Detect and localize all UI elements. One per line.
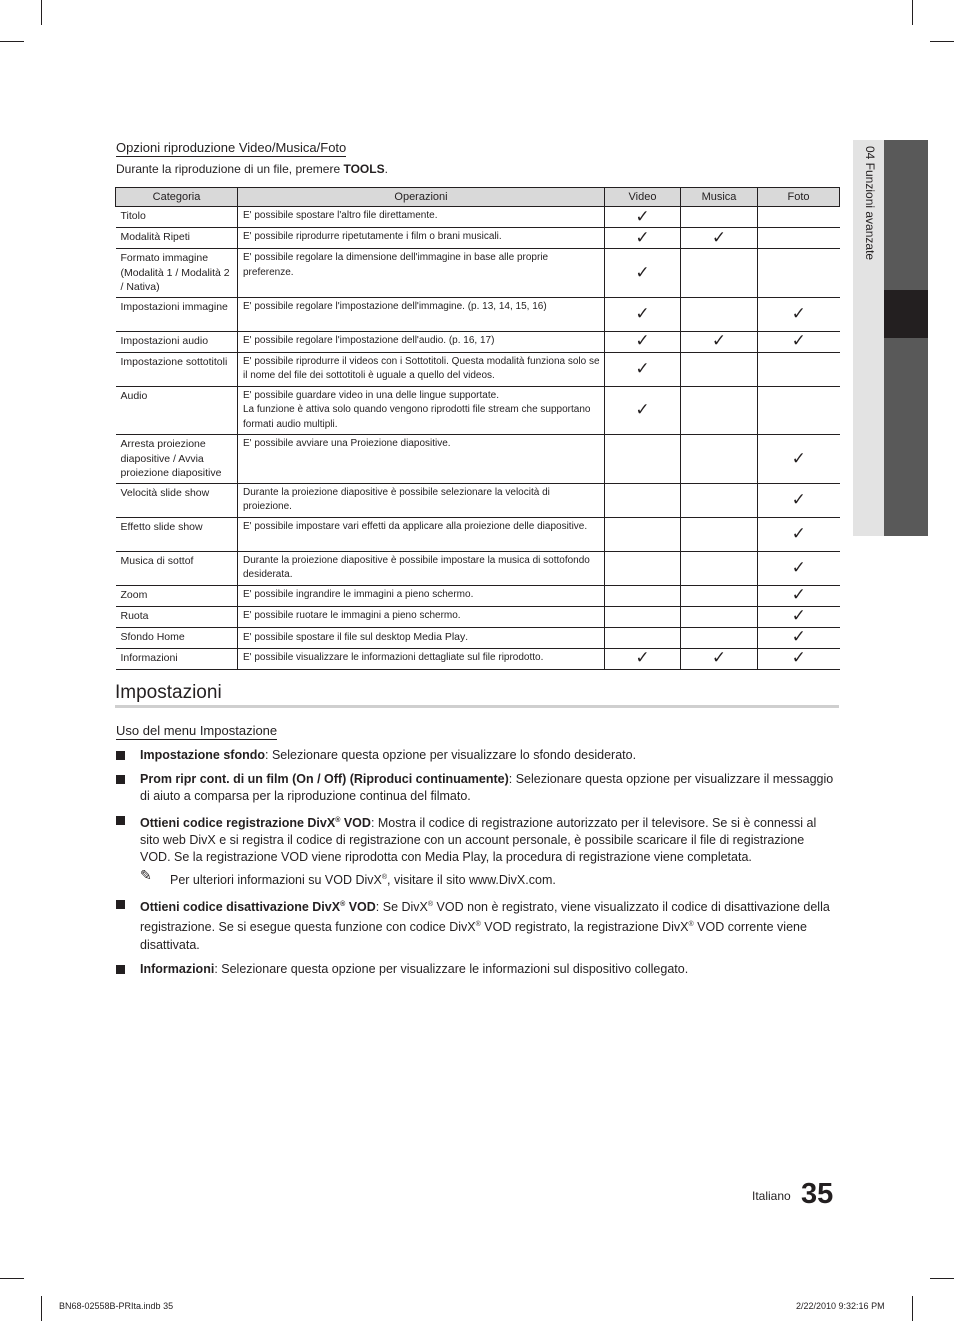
check-cell-video [605,627,681,648]
check-cell-photo [758,207,840,228]
check-cell-music [681,207,758,228]
checkmark-icon: ✓ [791,448,806,469]
crop-mark [930,41,954,42]
settings-title: Impostazioni [115,682,222,703]
registered-mark: ® [335,817,341,824]
settings-list [116,747,838,985]
settings-subtitle: Uso del menu Impostazione [116,723,278,738]
crop-mark [0,41,24,42]
check-cell-photo [758,228,840,249]
check-cell-photo [758,627,840,648]
row-operation [238,606,605,627]
check-cell-music [681,228,758,249]
bullet-square-icon [116,816,125,825]
check-cell-photo [758,585,840,606]
row-operation [238,551,605,585]
check-cell-photo [758,648,840,669]
intro-text-end: . [384,162,388,176]
checkmark-icon: ✓ [635,358,650,379]
table-row [116,386,840,435]
row-category: Arresta proiezione diapositive / Avvia proiezione diapositive [116,435,238,484]
item-text: : Selezionare questa opzione per visualizzare lo sfondo desiderato. [265,748,637,762]
pencil-note-icon: ✎ [140,868,152,885]
checkmark-icon: ✓ [791,648,806,669]
item-label-part: Ottieni codice disattivazione DivX [140,900,341,915]
checkmark-icon: ✓ [635,400,650,420]
row-category: Formato immagine (Modalità 1 / Modalità 2 / Nativa) [116,249,238,298]
row-operation [238,352,605,386]
section-title: Opzioni riproduzione Video/Musica/Foto [116,140,347,155]
checkmark-icon: ✓ [791,331,806,352]
row-category: Impostazioni audio [116,331,238,352]
row-operation-text: Durante la proiezione diapositive è possibile impostare la musica di sottofondo desiderata. [243,554,590,580]
footer-datetime: 2/22/2010 9:32:16 PM [796,1301,885,1311]
check-cell-video [605,331,681,352]
check-cell-video [605,207,681,228]
check-cell-photo [758,331,840,352]
row-category: Ruota [116,606,238,627]
list-item [116,812,838,889]
item-text: VOD registrato, la registrazione DivX [480,920,689,935]
row-category: Sfondo Home [116,627,238,648]
options-table [115,187,840,670]
header-categoria: Categoria [116,188,238,207]
table-row [116,249,840,298]
check-cell-photo [758,606,840,627]
row-operation-text: E' possibile spostare l'altro file direttamente. [243,210,438,221]
check-cell-video [605,606,681,627]
item-text: VOD corrente viene disattivata. [140,920,807,952]
bullet-square-icon [116,751,125,760]
table-row [116,207,840,228]
checkmark-icon: ✓ [791,627,806,648]
checkmark-icon: ✓ [791,585,806,606]
checkmark-icon: ✓ [635,648,650,669]
row-operation-text: E' possibile riprodurre ripetutamente i film o brani musicali. [243,231,502,242]
row-operation [238,517,605,551]
side-tab-label: 04 Funzioni avanzate [863,146,877,261]
check-cell-music [681,517,758,551]
registered-mark: ® [340,901,346,909]
table-row [116,435,840,484]
check-cell-music [681,435,758,484]
row-operation [238,585,605,606]
item-label-part: Ottieni codice registrazione DivX [140,816,336,831]
check-cell-music [681,386,758,435]
list-item [116,771,838,805]
checkmark-icon: ✓ [635,262,650,283]
row-operation-text: E' possibile visualizzare le informazioni dettagliate sul file riprodotto. [243,651,544,663]
row-category: Titolo [116,207,238,228]
checkmark-icon: ✓ [711,227,727,248]
table-row [116,228,840,249]
list-item [116,961,838,978]
item-label [140,900,376,914]
registered-mark: ® [475,921,481,929]
row-operation-strong: Media Play [413,630,466,643]
check-cell-photo [758,297,840,331]
footer-file-info: BN68-02558B-PRIta.indb 35 [59,1301,174,1311]
check-cell-video [605,297,681,331]
check-cell-video [605,585,681,606]
checkmark-icon: ✓ [791,557,806,578]
row-category: Informazioni [116,648,238,669]
table-row [116,297,840,331]
table-row [116,606,840,627]
registered-mark: ® [688,921,694,929]
crop-mark [0,1278,24,1279]
row-operation-text: E' possibile spostare il file sul desktop [243,631,414,643]
row-category: Impostazione sottotitoli [116,352,238,386]
note-text: Per ulteriori informazioni su VOD DivX [170,873,382,888]
row-operation-text: . [465,631,469,643]
check-cell-video [605,435,681,484]
check-cell-music [681,352,758,386]
row-operation-text: Durante la proiezione diapositive è possibile selezionare la velocità di proiezione. [243,486,550,512]
row-operation-text: E' possibile ingrandire le immagini a pieno schermo. [243,588,474,600]
check-cell-photo [758,435,840,484]
row-operation-text: E' possibile avviare una Proiezione diapositive. [243,438,451,449]
check-cell-video [605,648,681,669]
check-cell-music [681,627,758,648]
checkmark-icon: ✓ [791,303,806,324]
bullet-square-icon [116,900,125,909]
registered-mark: ® [381,874,388,882]
footer-language: Italiano [752,1189,791,1203]
page-number: 35 [801,1178,834,1210]
table-row [116,585,840,606]
row-operation [238,228,605,249]
item-text: : Selezionare questa opzione per visualizzare le informazioni sul dispositivo collegato. [214,961,689,976]
check-cell-music [681,483,758,517]
checkmark-icon: ✓ [635,227,650,248]
side-tab-block [884,338,928,536]
crop-mark [912,1296,913,1321]
item-label: Prom ripr cont. di un film (On / Off) (Riproduci continuamente) [140,772,509,786]
check-cell-music [681,606,758,627]
checkmark-icon: ✓ [791,606,806,627]
check-cell-photo [758,551,840,585]
check-cell-video [605,352,681,386]
table-row [116,483,840,517]
row-operation-text: E' possibile regolare l'impostazione dell'audio. (p. 16, 17) [243,334,495,346]
row-category: Audio [116,386,238,435]
item-text: : Mostra il codice di registrazione autorizzato per il televisore. Se si è connessi al sito web DivX e si registra il codice di registrazione con un account personale, è possibile scaricare il file di registrazione VOD. Se la registrazione VOD viene riprodotta con Media Play, la procedura di registrazione viene completata. [140,816,817,865]
row-operation [238,331,605,352]
check-cell-photo [758,352,840,386]
check-cell-video [605,228,681,249]
tools-key: TOOLS [343,162,385,176]
checkmark-icon: ✓ [635,331,650,352]
row-operation-text: E' possibile guardare video in una delle lingue supportate. La funzione è attiva solo quando vengono riprodotti file stream che supportano formati audio multipli. [243,389,591,430]
table-row [116,352,840,386]
row-operation [238,249,605,298]
bullet-square-icon [116,775,125,784]
bullet-square-icon [116,965,125,974]
note [140,869,838,889]
intro-text-body: Durante la riproduzione di un file, premere [116,162,344,176]
intro-text [116,161,388,177]
side-tab-active-block [884,290,928,338]
header-video: Video [605,188,681,207]
row-operation-text: E' possibile riprodurre il videos con i Sottotitoli. Questa modalità funziona solo se il nome del file dei sottotitoli è uguale a quello del videos. [243,355,600,381]
crop-mark [41,0,42,25]
check-cell-video [605,386,681,435]
item-label-part: VOD [340,816,371,831]
crop-mark [41,1296,42,1321]
checkmark-icon: ✓ [791,489,806,510]
check-cell-music [681,297,758,331]
table-header-row [116,188,840,207]
crop-mark [930,1278,954,1279]
check-cell-music [681,648,758,669]
row-operation [238,297,605,331]
check-cell-video [605,551,681,585]
registered-mark: ® [427,901,434,909]
crop-mark [912,0,913,25]
check-cell-photo [758,386,840,435]
item-label-part: VOD [345,900,376,915]
row-operation [238,435,605,484]
row-category: Impostazioni immagine [116,297,238,331]
table-row [116,517,840,551]
checkmark-icon: ✓ [635,303,650,324]
header-foto: Foto [758,188,840,207]
row-operation [238,627,605,648]
check-cell-music [681,331,758,352]
row-category: Modalità Ripeti [116,228,238,249]
item-text: : Se DivX [375,900,428,915]
side-tab-block [884,140,928,290]
row-category: Velocità slide show [116,483,238,517]
row-category: Musica di sottof [116,551,238,585]
row-category: Zoom [116,585,238,606]
table-row [116,627,840,648]
check-cell-music [681,551,758,585]
check-cell-video [605,517,681,551]
row-operation-text: E' possibile regolare la dimensione dell'immagine in base alle proprie preferenze. [243,252,549,278]
title-rule [115,705,839,708]
table-row [116,331,840,352]
checkmark-icon: ✓ [791,523,806,544]
row-operation [238,648,605,669]
row-operation-text: E' possibile impostare vari effetti da applicare alla proiezione delle diapositive. [243,520,588,532]
row-category: Effetto slide show [116,517,238,551]
checkmark-icon: ✓ [711,648,727,669]
row-operation [238,207,605,228]
list-item [116,896,838,953]
check-cell-music [681,249,758,298]
item-label [140,816,371,830]
check-cell-photo [758,517,840,551]
row-operation-text: E' possibile regolare l'impostazione dell'immagine. (p. 13, 14, 15, 16) [243,300,547,312]
check-cell-video [605,249,681,298]
note-text: , visitare il sito www.DivX.com. [387,873,556,888]
check-cell-photo [758,483,840,517]
checkmark-icon: ✓ [711,331,727,352]
header-musica: Musica [681,188,758,207]
item-text: VOD non è registrato, viene visualizzato il codice di disattivazione della registrazione. Se si esegue questa funzione con codice DivX [140,900,830,935]
item-label: Impostazione sfondo [140,748,265,762]
item-label: Informazioni [140,961,215,976]
checkmark-icon: ✓ [635,206,650,227]
row-operation-text: E' possibile ruotare le immagini a pieno schermo. [243,609,461,621]
header-operazioni: Operazioni [238,188,605,207]
row-operation [238,483,605,517]
list-item [116,747,838,764]
item-text: : Selezionare questa opzione per visualizzare il messaggio di aiuto a comparsa per la riproduzione continua del filmato. [140,772,834,803]
table-row [116,648,840,669]
table-row [116,551,840,585]
check-cell-photo [758,249,840,298]
check-cell-video [605,483,681,517]
row-operation [238,386,605,435]
check-cell-music [681,585,758,606]
